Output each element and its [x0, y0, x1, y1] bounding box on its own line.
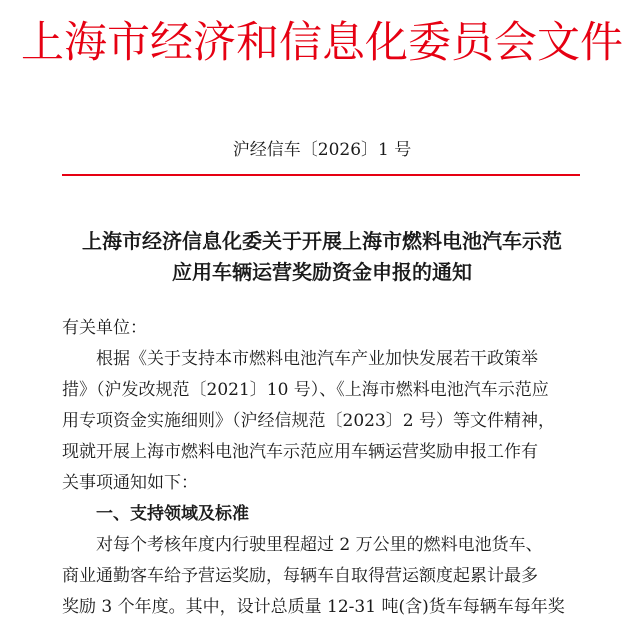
salutation: 有关单位：	[62, 318, 147, 338]
document-body	[62, 313, 580, 623]
paragraph-line: 奖励 3 个年度。其中，设计总质量 12-31 吨(含)货车每辆车每年奖	[62, 597, 565, 617]
notice-title-line: 上海市经济信息化委关于开展上海市燃料电池汽车示范	[82, 229, 562, 253]
paragraph-line: 对每个考核年度内行驶里程超过 2 万公里的燃料电池货车、	[96, 535, 543, 555]
paragraph-line: 现就开展上海市燃料电池汽车示范应用车辆运营奖励申报工作有	[62, 442, 538, 462]
document-number: 沪经信车〔2026〕1 号	[232, 140, 412, 160]
section-heading: 一、支持领域及标准	[96, 504, 249, 524]
paragraph-line: 根据《关于支持本市燃料电池汽车产业加快发展若干政策举	[96, 349, 538, 369]
notice-title	[0, 226, 644, 288]
notice-title-line: 应用车辆运营奖励资金申报的通知	[172, 260, 472, 284]
red-divider-line	[62, 174, 580, 176]
paragraph-line: 用专项资金实施细则》（沪经信规范〔2023〕2 号）等文件精神，	[62, 411, 555, 431]
paragraph-line: 关事项通知如下：	[62, 473, 198, 493]
paragraph-line: 措》（沪发改规范〔2021〕10 号）、《上海市燃料电池汽车示范应	[62, 380, 549, 400]
paragraph-line: 商业通勤客车给予营运奖励，每辆车自取得营运额度起累计最多	[62, 566, 538, 586]
issuer-title: 上海市经济和信息化委员会文件	[21, 18, 623, 68]
